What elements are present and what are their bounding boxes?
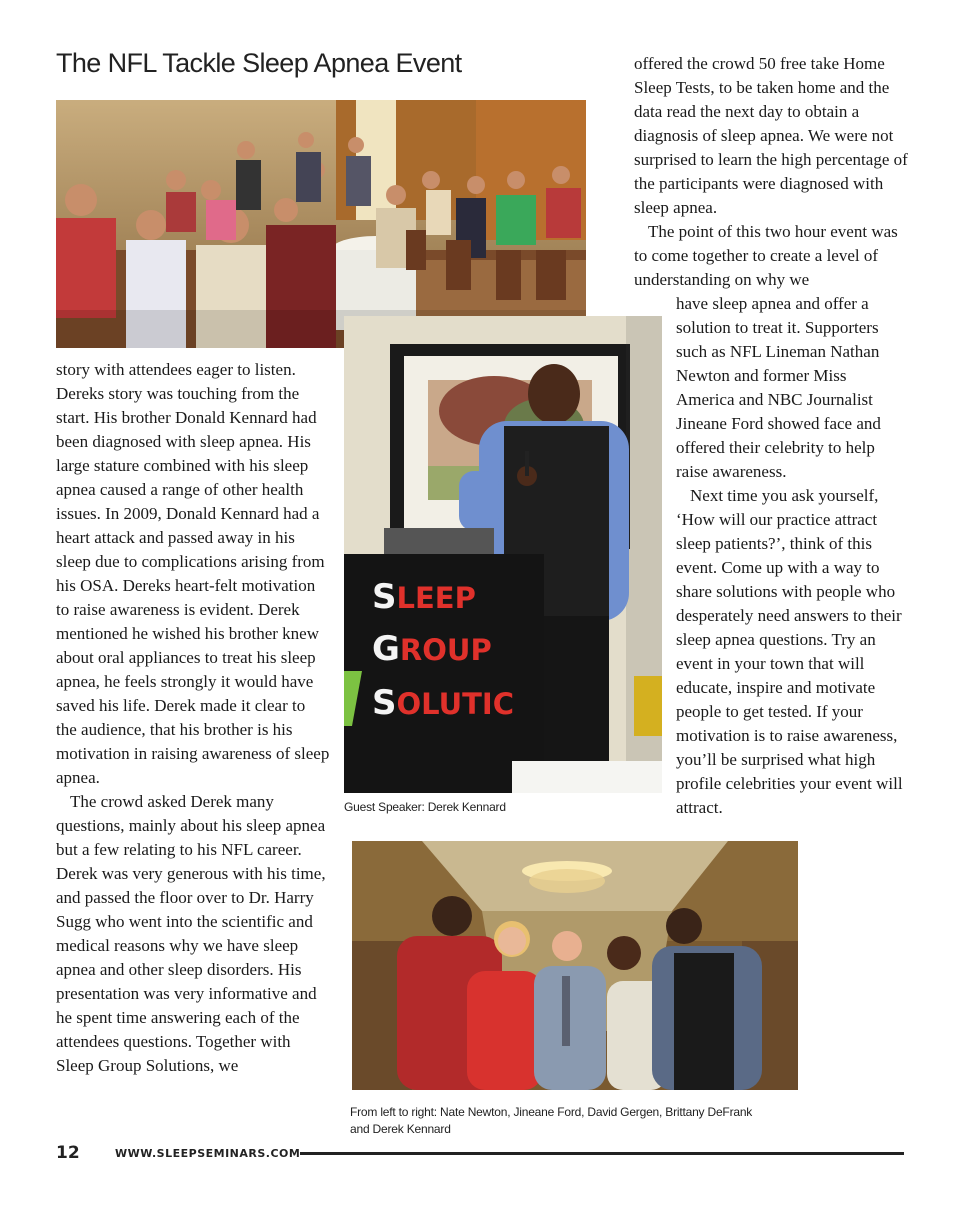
left-paragraph-1: story with attendees eager to listen. Dereks story was touching from the start. His brother Donald Kennard had been diagnosed with sleep apnea. His large stature combined with his sleep apnea caused a range of other health issues. In 2009, Donald Kennard had a heart attack and passed away in his sleep due to complications arising from his OSA. Dereks heart-felt motivation to raise awareness is evident. Derek mentioned he wished his brother knew about oral appliances to treat his sleep apnea, he feels strongly it would have saved his life. Derek made it clear to the audience, that his brother is his motivation in raising awareness of sleep apnea.: [56, 360, 330, 787]
group-photo: [352, 841, 798, 1090]
audience-photo: [56, 100, 586, 348]
right-column-bottom: [676, 292, 908, 820]
footer-rule: [300, 1152, 904, 1155]
group-photo-caption: From left to right: Nate Newton, Jineane Ford, David Gergen, Brittany DeFrank and Derek Kennard: [350, 1105, 753, 1136]
banner-line-1: SLEEP: [372, 577, 476, 617]
speaker-photo: [344, 316, 662, 793]
right-paragraph-4: Next time you ask yourself, ‘How will our practice attract sleep patients?’, think of this event. Come up with a way to share solutions with people who desperately need answers to their sleep apnea questions. Try an event in your town that will educate, inspire and motivate people to get tested. If your motivation is to raise awareness, you’ll be surprised what high profile celebrities your event will attract.: [676, 486, 903, 817]
left-paragraph-2: The crowd asked Derek many questions, mainly about his sleep apnea but a few relating to his NFL career. Derek was very generous with his time, and passed the floor over to Dr. Harry Sugg who went into the scientific and medical reasons why we have sleep apnea and other sleep disorders. His presentation was very informative and he spent time answering each of the attendees questions. Together with Sleep Group Solutions, we: [56, 792, 326, 1075]
page-number: 12: [56, 1143, 80, 1163]
banner-line-2: GROUP: [372, 629, 492, 669]
website-link[interactable]: WWW.SLEEPSEMINARS.COM: [115, 1147, 301, 1160]
speaker-photo-caption: Guest Speaker: Derek Kennard: [344, 800, 506, 814]
banner-line-3: SOLUTIC: [372, 683, 515, 723]
right-paragraph-3: have sleep apnea and offer a solution to treat it. Supporters such as NFL Lineman Nathan Newton and former Miss America and NBC Journalist Jineane Ford showed face and offered their celebrity to help raise awareness.: [676, 294, 881, 481]
right-paragraph-1: offered the crowd 50 free take Home Sleep Tests, to be taken home and the data read the next day to obtain a diagnosis of sleep apnea. We were not surprised to learn the high percentage of the participants were diagnosed with sleep apnea.: [634, 54, 908, 217]
right-column-top: [634, 52, 908, 292]
right-paragraph-2: The point of this two hour event was to come together to create a level of understanding on why we: [634, 222, 898, 289]
left-column: [56, 358, 330, 1078]
article-title: The NFL Tackle Sleep Apnea Event: [56, 48, 462, 78]
